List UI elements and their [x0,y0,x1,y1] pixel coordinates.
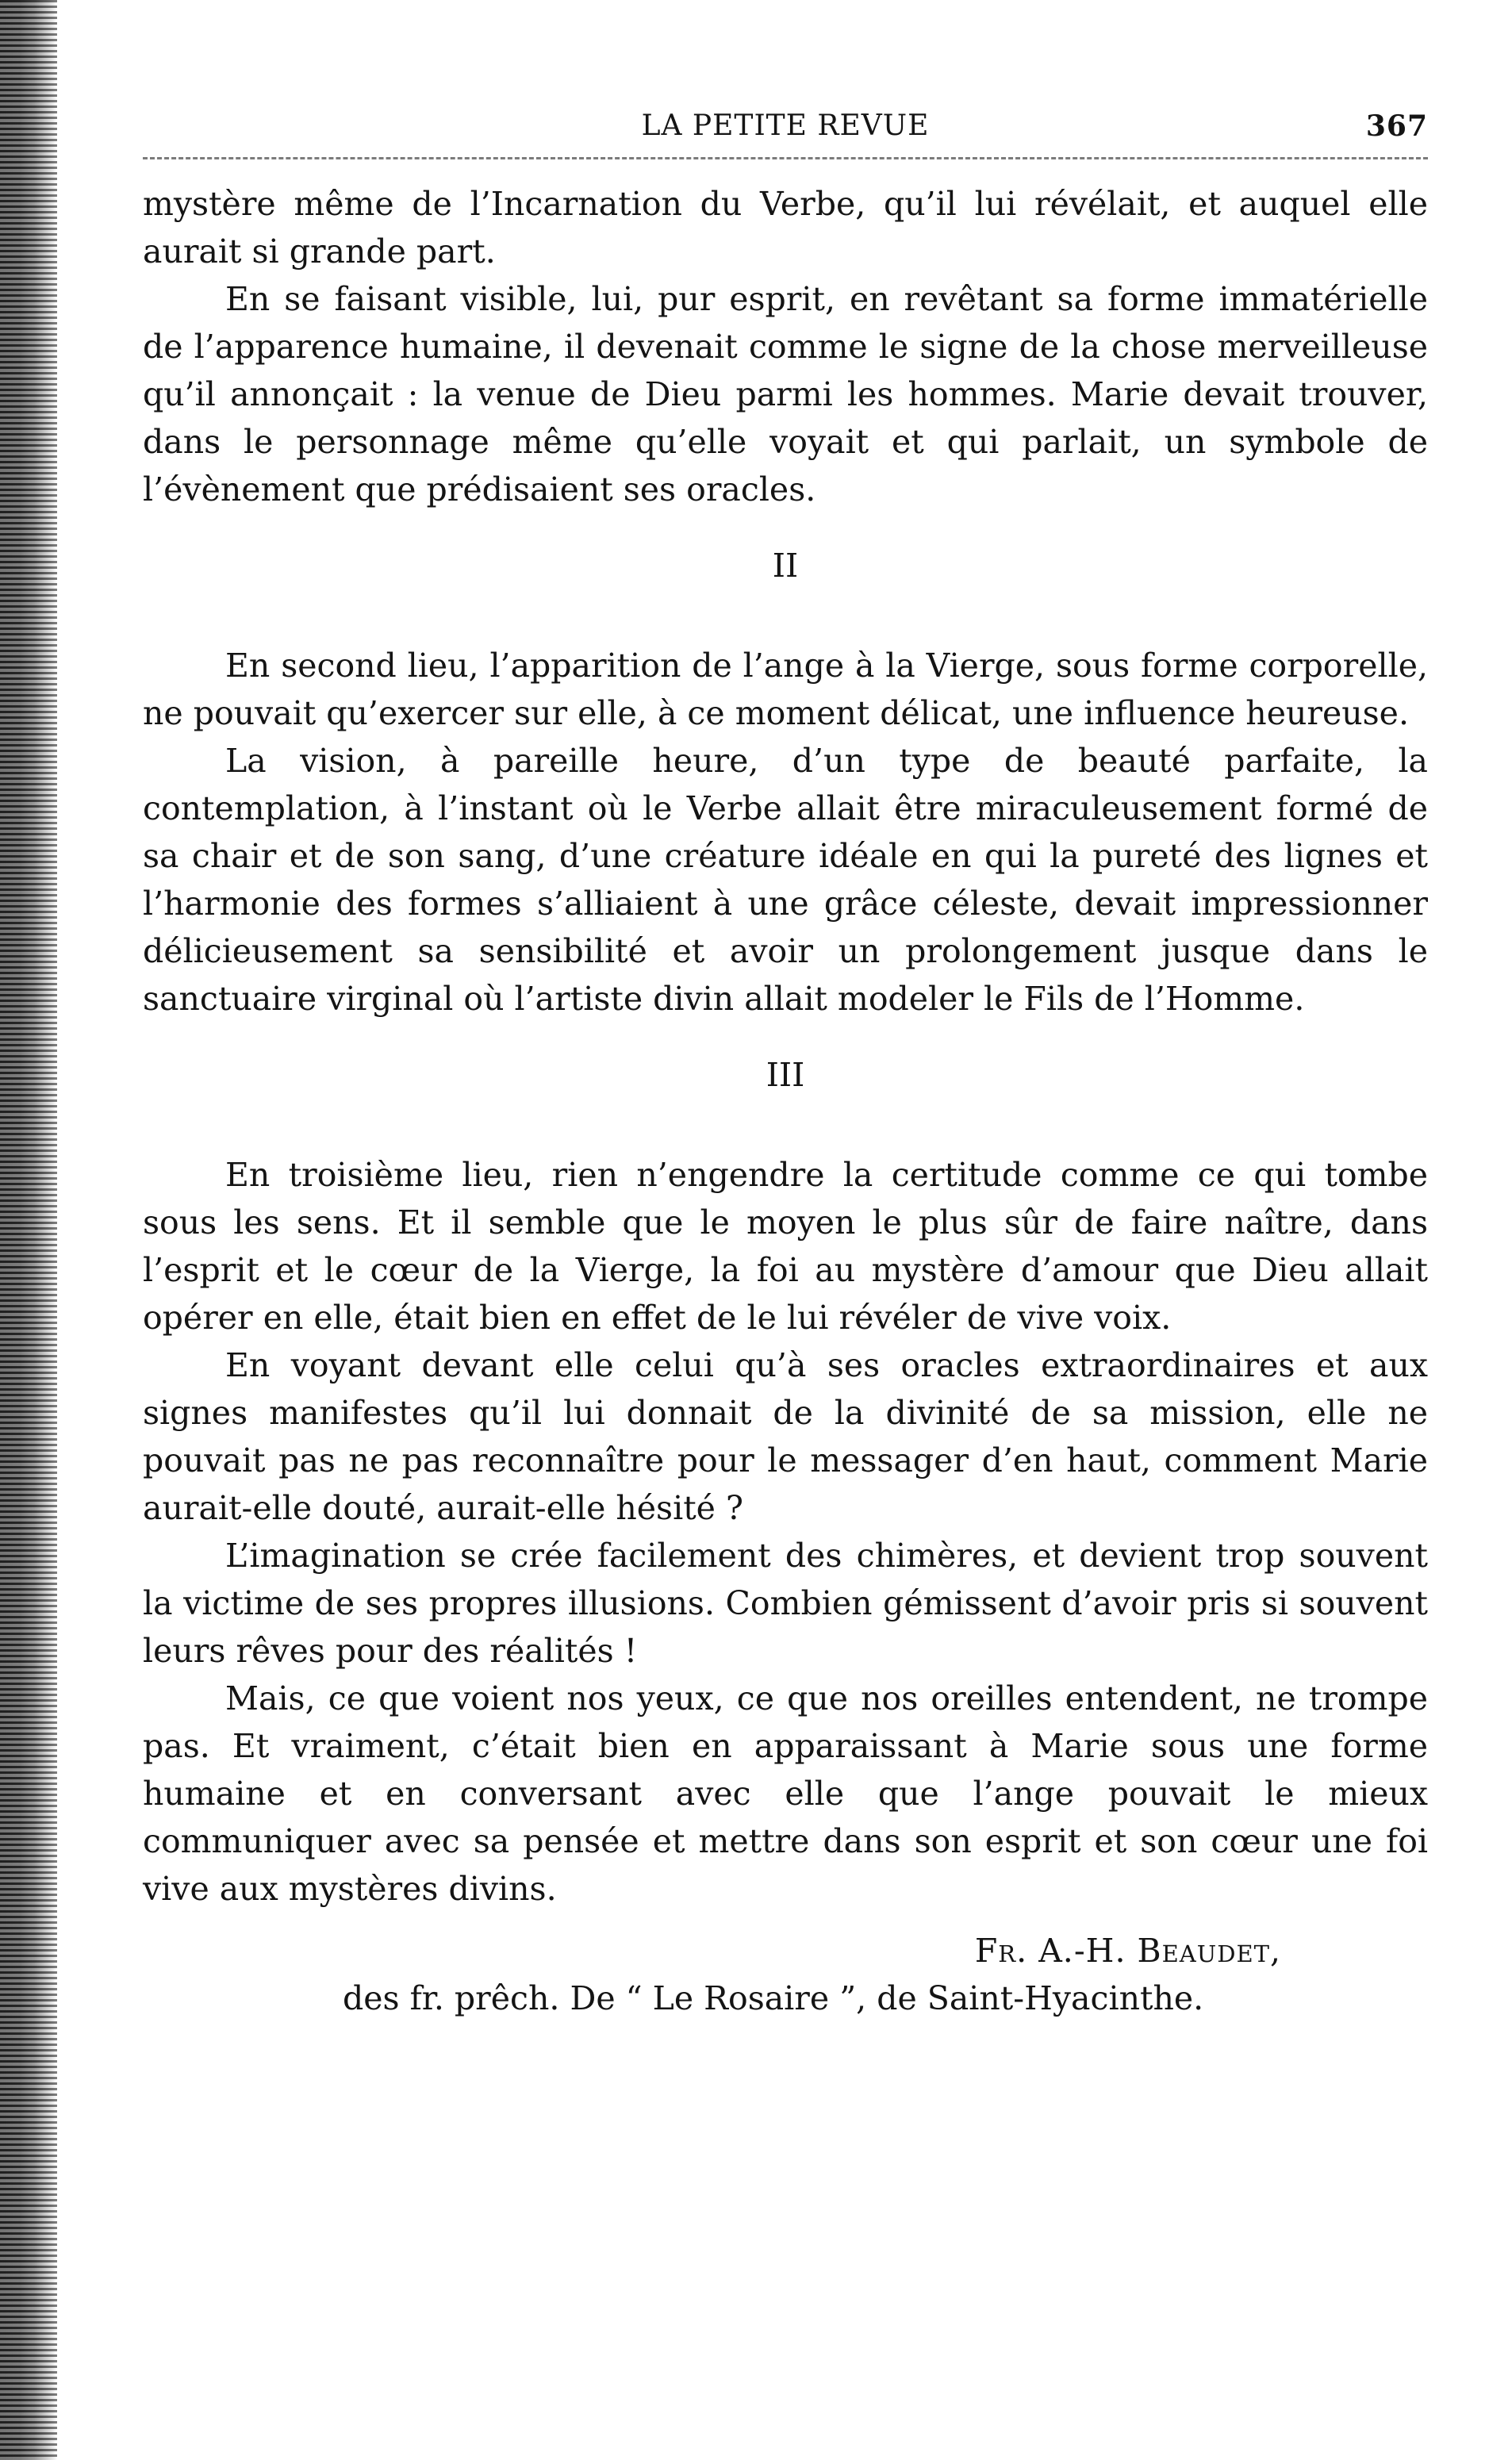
paragraph: Mais, ce que voient nos yeux, ce que nos oreilles entendent, ne trompe pas. Et vraiment, c’était bien en apparaissant à Marie sous une forme humaine et en conversant avec elle que l’ange pouvait le mieux communiquer avec sa pensée et mettre dans son esprit et son cœur une foi vive aux mystères divins. [143,1679,1428,1908]
running-header [143,95,1428,143]
header-rule [143,157,1428,159]
document-page [143,95,1428,2022]
page-number: 367 [1365,109,1428,143]
body-text [143,180,1428,1913]
paragraph: En voyant devant elle celui qu’à ses oracles extraordinaires et aux signes manifestes qu’il lui donnait de la divinité de sa mission, elle ne pouvait pas ne pas reconnaître pour le messager d’en haut, comment Marie aurait-elle douté, aurait-elle hésité ? [143,1346,1428,1527]
paragraph: En troisième lieu, rien n’engendre la certitude comme ce qui tombe sous les sens. Et il semble que le moyen le plus sûr de faire naître, dans l’esprit et le cœur de la Vierge, la foi au mystère d’amour que Dieu allait opérer en elle, était bien en effet de le lui révéler de vive voix. [143,1156,1428,1337]
paragraph-continuation: mystère même de l’Incarnation du Verbe, qu’il lui révélait, et auquel elle aurait si grande part. [143,185,1428,271]
author-affiliation: des fr. prêch. De “ Le Rosaire ”, de Saint-Hyacinthe. [343,1979,1204,2017]
paragraph: La vision, à pareille heure, d’un type de beauté parfaite, la contemplation, à l’instant où le Verbe allait être miraculeusement formé de sa chair et de son sang, d’une créature idéale en qui la pureté des lignes et l’harmonie des formes s’alliaient à une grâce céleste, devait impressionner délicieusement sa sensibilité et avoir un prolongement jusque dans le sanctuaire virginal où l’artiste divin allait modeler le Fils de l’Homme. [143,742,1428,1018]
signature-block [143,1927,1428,2022]
running-title: LA PETITE REVUE [641,109,930,142]
section-heading-3: III [766,1056,805,1094]
section-heading-2: II [772,547,799,585]
paragraph: En se faisant visible, lui, pur esprit, en revêtant sa forme immatérielle de l’apparence humaine, il devenait comme le signe de la chose merveilleuse qu’il annonçait : la venue de Dieu parmi les hommes. Marie devait trouver, dans le personnage même qu’elle voyait et qui parlait, un symbole de l’évènement que prédisaient ses oracles. [143,280,1428,509]
paragraph: En second lieu, l’apparition de l’ange à la Vierge, sous forme corporelle, ne pouvait qu’exercer sur elle, à ce moment délicat, une influence heureuse. [143,647,1428,732]
paragraph: L’imagination se crée facilement des chimères, et devient trop souvent la victime de ses propres illusions. Combien gémissent d’avoir pris si souvent leurs rêves pour des réalités ! [143,1537,1428,1670]
author-name: Fr. A.-H. Beaudet, [974,1932,1281,1970]
scanned-binding-edge [0,0,57,2460]
